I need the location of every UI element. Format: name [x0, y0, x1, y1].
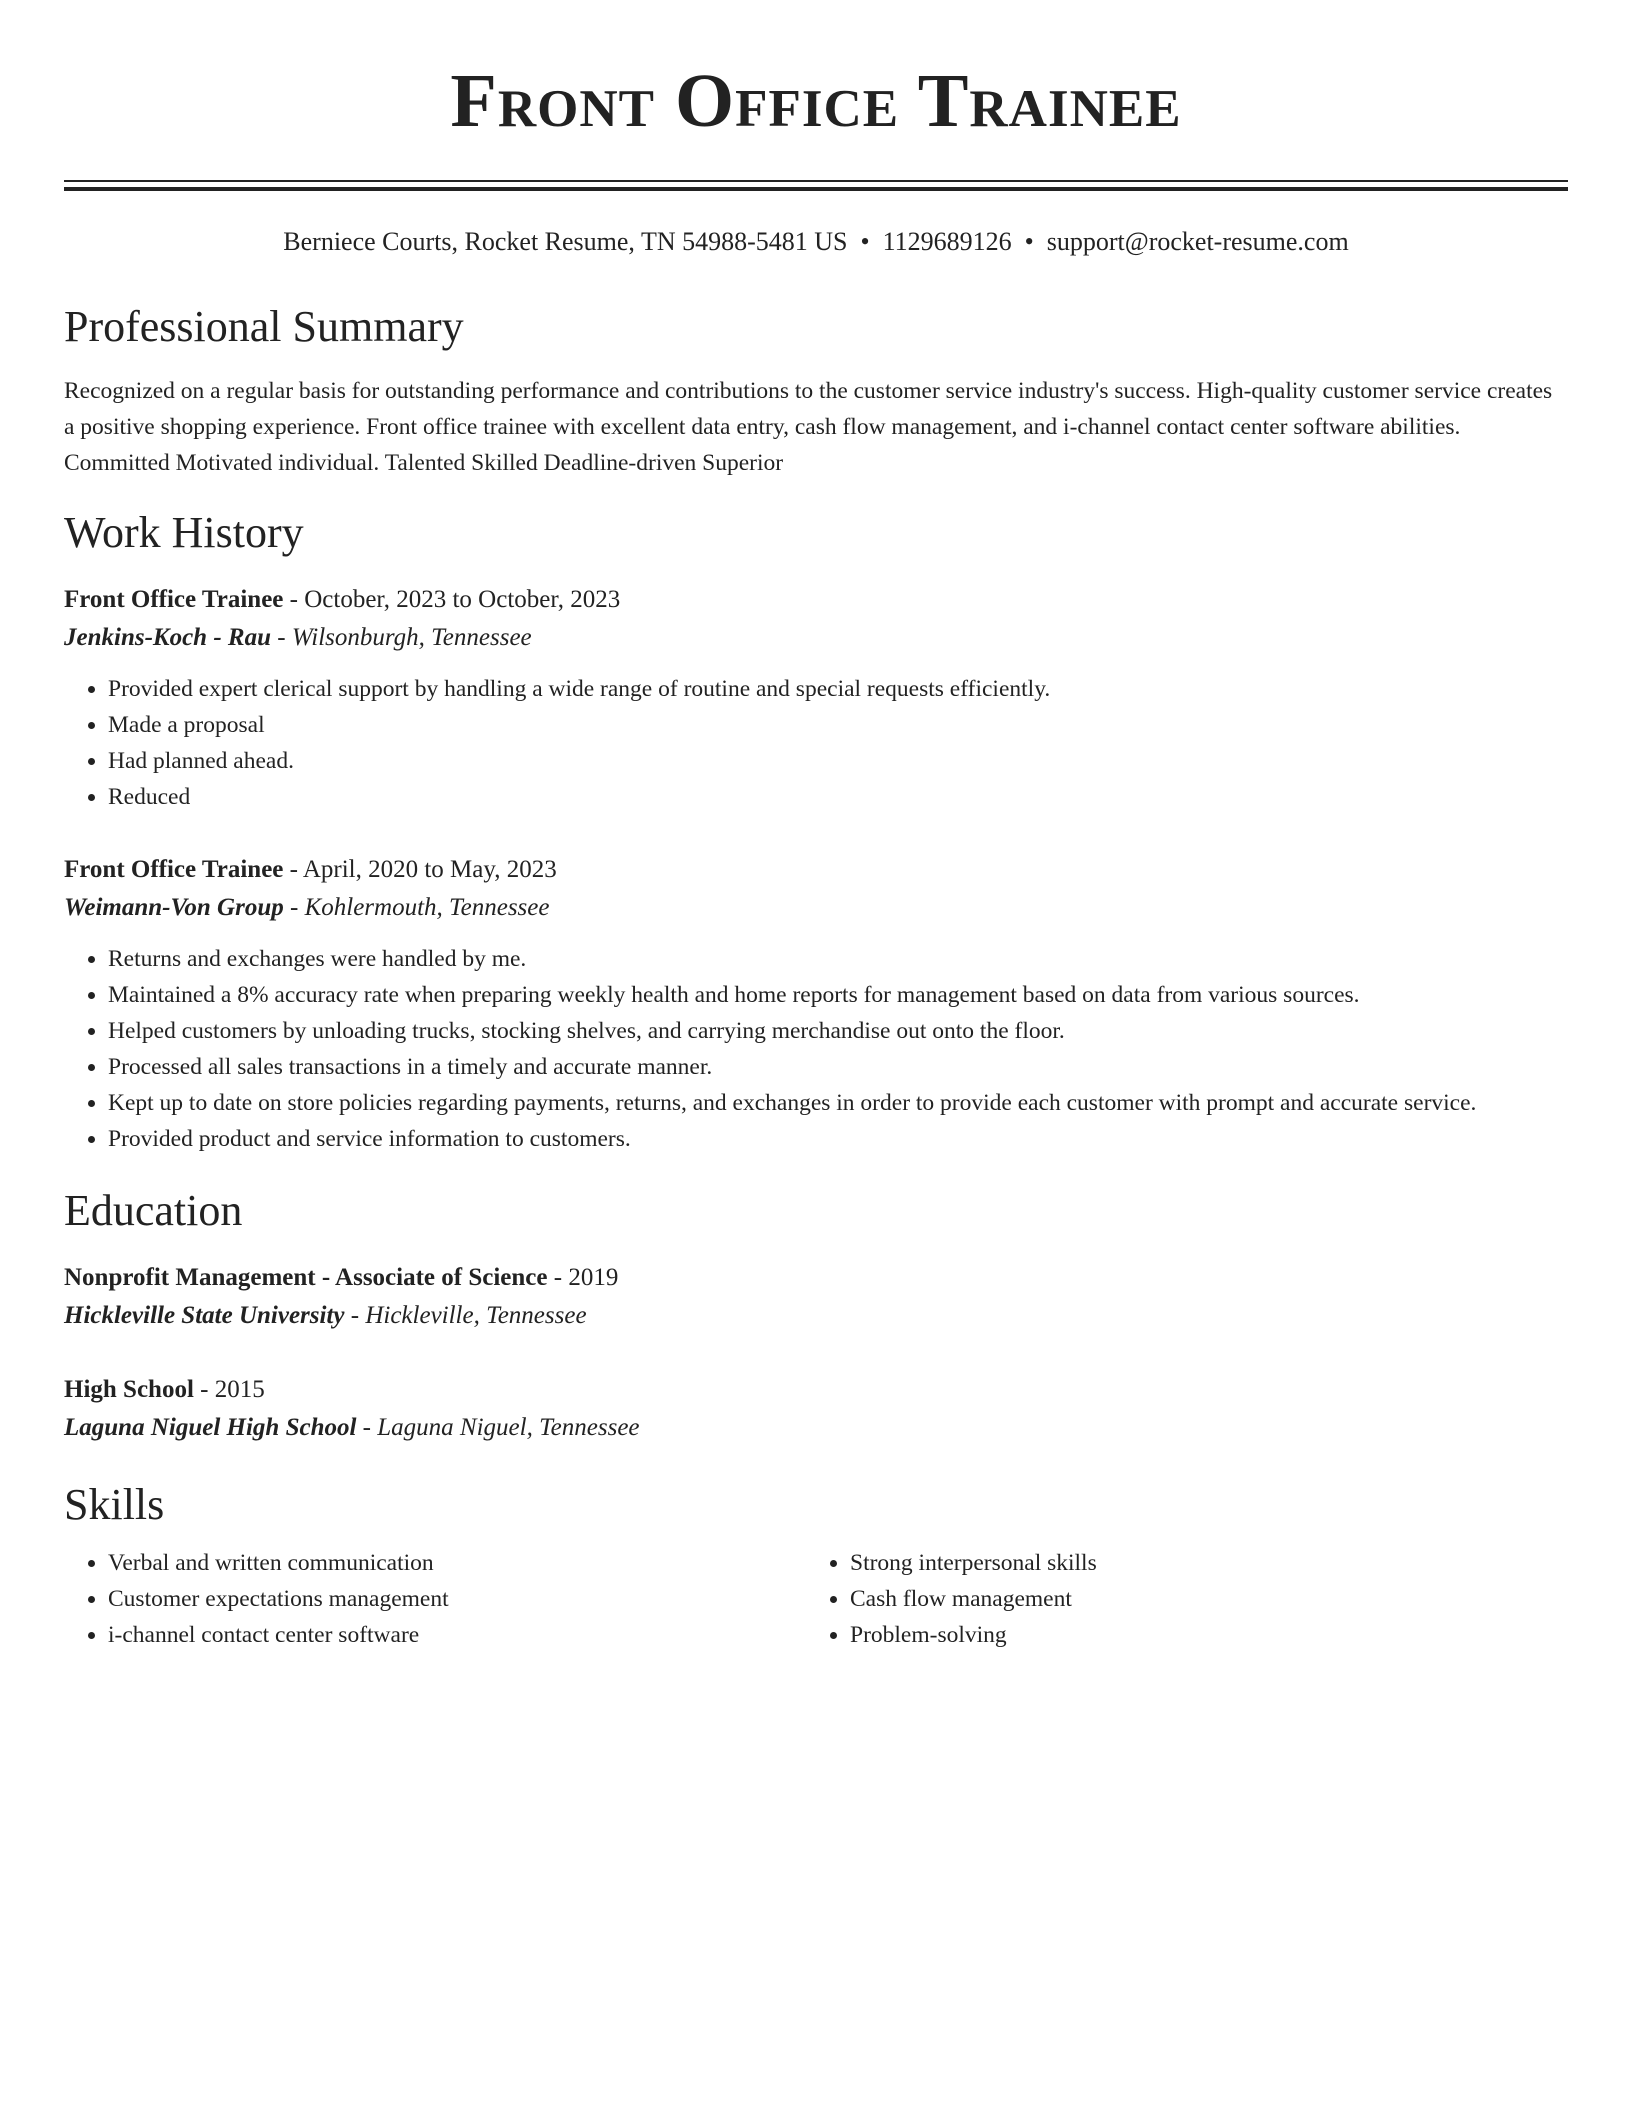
- skill-item: • Problem-solving: [850, 1617, 1548, 1653]
- skill-item: • i-channel contact center software: [108, 1617, 806, 1653]
- education-location: Laguna Niguel, Tennessee: [377, 1414, 640, 1441]
- skills-list-right: [806, 1545, 1548, 1653]
- job-dates: April, 2020 to May, 2023: [302, 856, 557, 883]
- job-bullets: [64, 671, 1568, 815]
- education-entry: [64, 1371, 1568, 1447]
- dash-separator: -: [193, 1376, 215, 1403]
- education-entry: [64, 1259, 1568, 1335]
- education-degree-line: [64, 1259, 1568, 1297]
- skills-grid: [64, 1545, 1568, 1653]
- contact-address: Berniece Courts, Rocket Resume, TN 54988-5481 US: [283, 227, 848, 256]
- education-school: Laguna Niguel High School: [64, 1414, 357, 1441]
- contact-phone: 1129689126: [882, 227, 1012, 256]
- summary-heading: Professional Summary: [64, 302, 464, 351]
- skill-item: • Customer expectations management: [108, 1581, 806, 1617]
- list-item: • Processed all sales transactions in a timely and accurate manner.: [108, 1049, 1568, 1085]
- list-item: • Kept up to date on store policies regarding payments, returns, and exchanges in order to provide each customer with prompt and accurate service.: [108, 1085, 1568, 1121]
- contact-separator: •: [1024, 227, 1034, 256]
- dash-separator: -: [283, 586, 305, 613]
- contact-separator: •: [860, 227, 870, 256]
- education-degree-line: [64, 1371, 1568, 1409]
- title-divider-thick: [64, 187, 1568, 191]
- skills-column-right: [806, 1545, 1548, 1653]
- job-company-line: [64, 889, 1568, 927]
- summary-text: Recognized on a regular basis for outstanding performance and contributions to the customer service industry's success. High-quality customer service creates a positive shopping experience. Front office trainee with excellent data entry, cash flow management, and i-channel contact center software abilities. Committed Motivated individual. Talented Skilled Deadline-driven Superior: [64, 378, 1553, 476]
- education-degree: Nonprofit Management - Associate of Science: [64, 1264, 548, 1291]
- job-company-line: [64, 619, 1568, 657]
- education-school: Hickleville State University: [64, 1302, 345, 1329]
- job-entry: [64, 581, 1568, 815]
- job-title-line: [64, 581, 1568, 619]
- job-company: Weimann-Von Group: [64, 894, 284, 921]
- skill-item: • Strong interpersonal skills: [850, 1545, 1548, 1581]
- job-company: Jenkins-Koch - Rau: [64, 624, 271, 651]
- list-item: • Reduced: [108, 779, 1568, 815]
- job-title: Front Office Trainee: [64, 856, 284, 883]
- dash-separator: -: [283, 856, 303, 883]
- list-item: • Provided product and service information to customers.: [108, 1121, 1568, 1157]
- work-history-heading: Work History: [64, 508, 304, 557]
- job-bullets: [64, 941, 1568, 1157]
- list-item: • Helped customers by unloading trucks, stocking shelves, and carrying merchandise out onto the floor.: [108, 1013, 1568, 1049]
- title-divider-thin: [64, 180, 1568, 182]
- education-year: 2019: [568, 1264, 619, 1291]
- skills-list-left: [64, 1545, 806, 1653]
- list-item: • Had planned ahead.: [108, 743, 1568, 779]
- skill-item: • Cash flow management: [850, 1581, 1548, 1617]
- list-item: • Maintained a 8% accuracy rate when preparing weekly health and home reports for management based on data from various sources.: [108, 977, 1568, 1013]
- contact-line: [64, 225, 1568, 259]
- list-item: • Made a proposal: [108, 707, 1568, 743]
- resume-title: Front Office Trainee: [450, 59, 1182, 143]
- dash-separator: -: [344, 1302, 366, 1329]
- job-dates: October, 2023 to October, 2023: [304, 586, 621, 613]
- list-item: • Returns and exchanges were handled by me.: [108, 941, 1568, 977]
- skills-column-left: [64, 1545, 806, 1653]
- education-school-line: [64, 1409, 1568, 1447]
- job-entry: [64, 851, 1568, 1157]
- skills-heading: Skills: [64, 1480, 165, 1529]
- job-location: Wilsonburgh, Tennessee: [291, 624, 532, 651]
- dash-separator: -: [270, 624, 292, 651]
- list-item: • Provided expert clerical support by handling a wide range of routine and special requests efficiently.: [108, 671, 1568, 707]
- education-location: Hickleville, Tennessee: [365, 1302, 587, 1329]
- contact-email: support@rocket-resume.com: [1046, 227, 1349, 256]
- dash-separator: -: [283, 894, 305, 921]
- skill-item: • Verbal and written communication: [108, 1545, 806, 1581]
- education-degree: High School: [64, 1376, 194, 1403]
- dash-separator: -: [356, 1414, 378, 1441]
- education-heading: Education: [64, 1186, 243, 1235]
- job-location: Kohlermouth, Tennessee: [304, 894, 550, 921]
- job-title: Front Office Trainee: [64, 586, 284, 613]
- job-title-line: [64, 851, 1568, 889]
- education-school-line: [64, 1297, 1568, 1335]
- education-year: 2015: [214, 1376, 265, 1403]
- dash-separator: -: [547, 1264, 569, 1291]
